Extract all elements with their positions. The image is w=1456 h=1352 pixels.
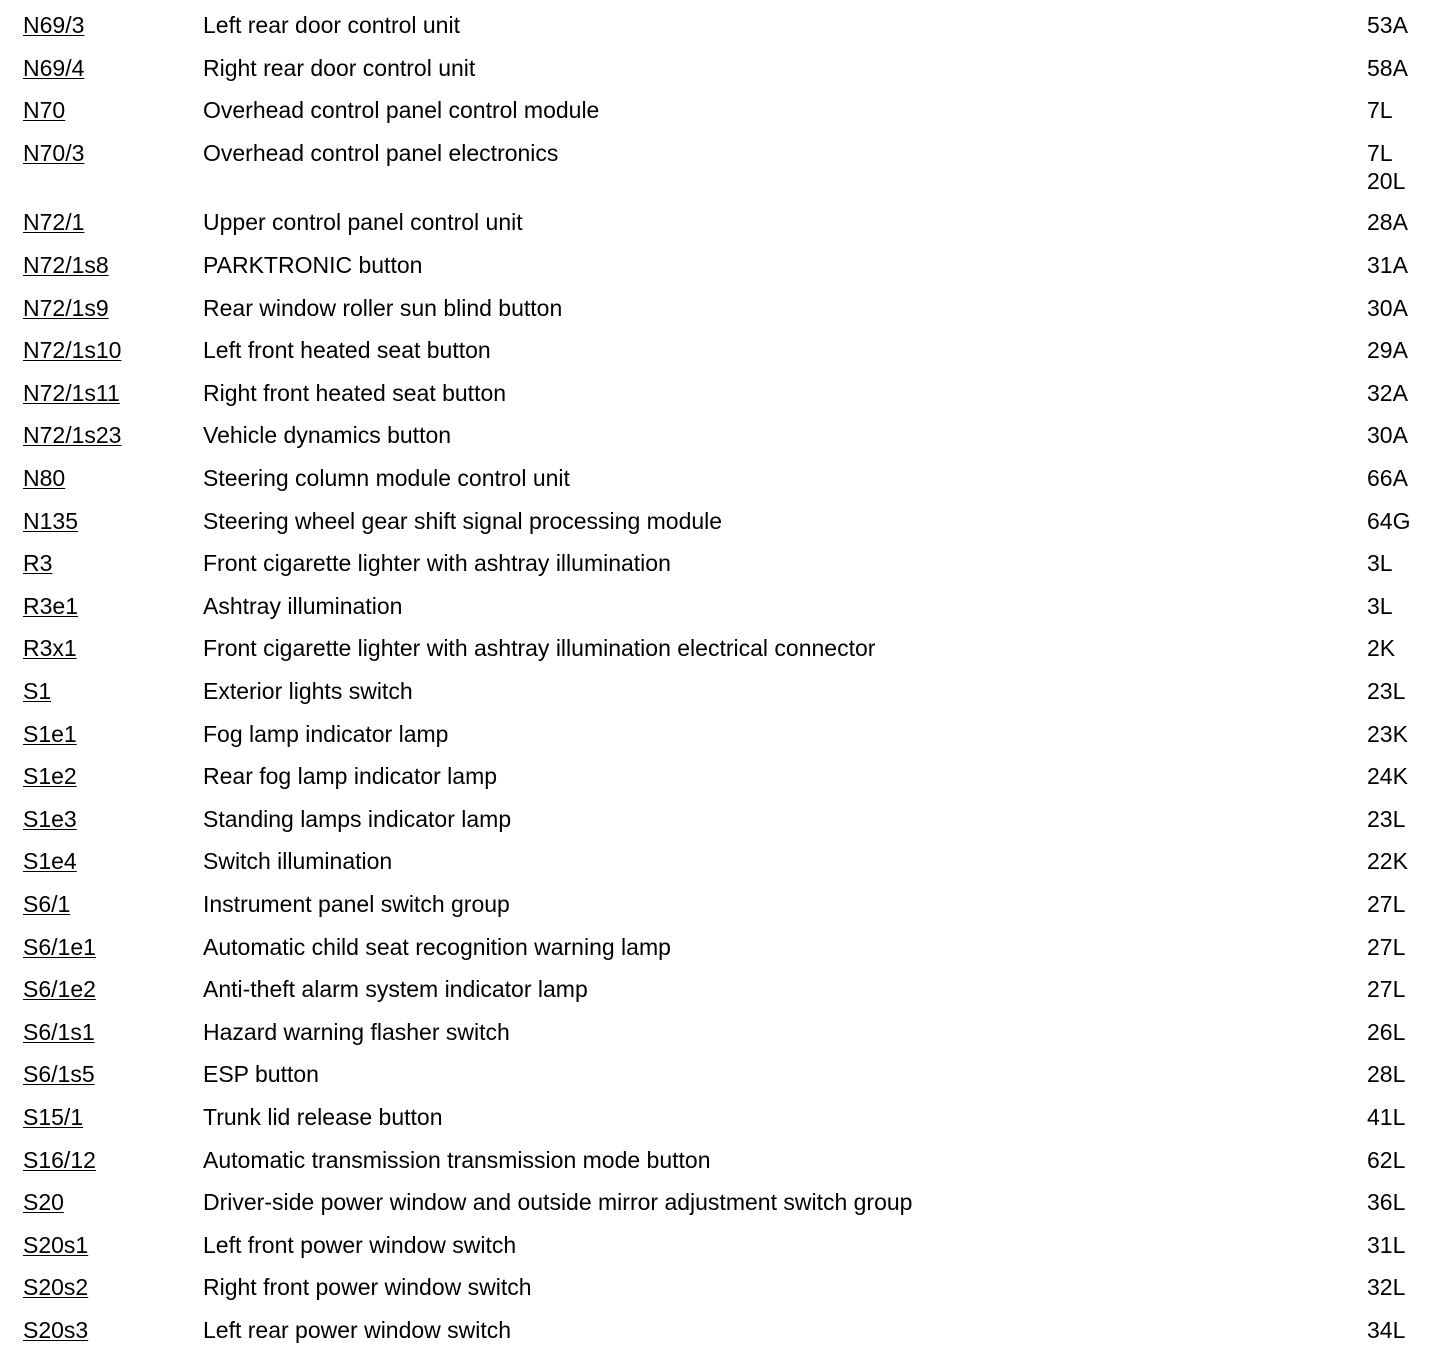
grid-reference <box>1367 1316 1405 1344</box>
grid-reference-value: 62L <box>1367 1146 1406 1173</box>
component-code-link[interactable]: N80 <box>23 465 66 491</box>
grid-reference <box>1367 847 1408 875</box>
grid-reference <box>1367 549 1393 577</box>
component-code-link[interactable]: S16/12 <box>23 1146 96 1173</box>
grid-reference <box>1367 890 1405 918</box>
grid-reference <box>1367 139 1405 195</box>
grid-reference-value: 3L <box>1367 592 1393 619</box>
grid-reference-value: 30A <box>1367 422 1408 449</box>
grid-reference-value: 32A <box>1367 379 1408 406</box>
grid-reference-value: 66A <box>1367 465 1408 491</box>
grid-reference <box>1367 720 1408 748</box>
component-code-link[interactable]: S15/1 <box>23 1104 84 1130</box>
grid-reference-value: 2K <box>1367 635 1396 662</box>
component-code-link[interactable]: S1e3 <box>23 805 77 832</box>
component-code-link[interactable]: S20 <box>23 1189 64 1216</box>
component-code-link[interactable]: N72/1s8 <box>23 252 109 278</box>
component-code-link[interactable]: N72/1s23 <box>23 422 122 449</box>
component-description: Upper control panel control unit <box>203 209 523 236</box>
component-description: Vehicle dynamics button <box>203 422 452 449</box>
component-code-link[interactable]: N135 <box>23 507 78 534</box>
component-code-link[interactable]: N72/1 <box>23 209 85 236</box>
component-description: Left front heated seat button <box>203 337 491 364</box>
component-code-link[interactable]: N70 <box>23 97 66 124</box>
grid-reference <box>1367 1231 1405 1259</box>
component-code-link[interactable]: N70/3 <box>23 139 85 166</box>
grid-reference <box>1367 379 1408 407</box>
component-description: Switch illumination <box>203 848 393 875</box>
component-description: Steering column module control unit <box>203 465 570 491</box>
grid-reference-value: 31A <box>1367 252 1408 278</box>
grid-reference-value: 29A <box>1367 337 1408 364</box>
grid-reference-value: 20L <box>1367 167 1406 194</box>
grid-reference-value: 32L <box>1367 1274 1406 1301</box>
grid-reference <box>1367 1146 1405 1174</box>
component-code-link[interactable]: S1e2 <box>23 763 77 790</box>
grid-reference <box>1367 975 1405 1003</box>
grid-reference-value: 28L <box>1367 1061 1406 1088</box>
grid-reference-value: 27L <box>1367 976 1406 1003</box>
component-description: Right front heated seat button <box>203 379 507 406</box>
grid-reference-value: 24K <box>1367 763 1408 790</box>
component-description: Overhead control panel electronics <box>203 139 559 166</box>
component-description: Trunk lid release button <box>203 1104 443 1130</box>
component-code-link[interactable]: N72/1s9 <box>23 294 109 321</box>
component-description: Front cigarette lighter with ashtray illumination electrical connector <box>203 635 876 662</box>
grid-reference-value: 7L <box>1367 139 1393 166</box>
grid-reference-value: 23L <box>1367 805 1406 832</box>
component-code-link[interactable]: R3x1 <box>23 635 77 662</box>
grid-reference <box>1367 1060 1405 1088</box>
grid-reference <box>1367 11 1408 39</box>
grid-reference <box>1367 507 1410 535</box>
component-description: Standing lamps indicator lamp <box>203 805 512 832</box>
grid-reference <box>1367 677 1405 705</box>
grid-reference <box>1367 96 1393 124</box>
grid-reference-value: 53A <box>1367 12 1408 38</box>
grid-reference-value: 22K <box>1367 848 1408 875</box>
component-description: Hazard warning flasher switch <box>203 1018 510 1045</box>
grid-reference <box>1367 421 1408 449</box>
component-code-link[interactable]: N72/1s10 <box>23 337 122 364</box>
grid-reference <box>1367 762 1408 790</box>
component-description: Overhead control panel control module <box>203 97 600 124</box>
component-description: Right rear door control unit <box>203 54 476 81</box>
grid-reference-value: 30A <box>1367 294 1408 321</box>
grid-reference-value: 27L <box>1367 891 1406 917</box>
component-description: Rear fog lamp indicator lamp <box>203 763 498 790</box>
component-description: Instrument panel switch group <box>203 891 510 917</box>
grid-reference <box>1367 294 1408 322</box>
grid-reference <box>1367 54 1408 82</box>
grid-reference-value: 58A <box>1367 54 1408 81</box>
grid-reference-value: 26L <box>1367 1018 1406 1045</box>
grid-reference <box>1367 1103 1405 1131</box>
component-code-link[interactable]: N69/3 <box>23 12 85 38</box>
component-code-link[interactable]: N72/1s11 <box>23 379 120 406</box>
component-code-link[interactable]: S1e1 <box>23 720 77 747</box>
component-code-link[interactable]: S20s1 <box>23 1231 89 1258</box>
component-code-link[interactable]: R3 <box>23 550 53 577</box>
component-description: Fog lamp indicator lamp <box>203 720 449 747</box>
component-code-link[interactable]: S6/1s1 <box>23 1018 95 1045</box>
grid-reference-value: 36L <box>1367 1189 1406 1216</box>
component-code-link[interactable]: S6/1e2 <box>23 976 96 1003</box>
grid-reference <box>1367 933 1405 961</box>
component-description: Left front power window switch <box>203 1231 517 1258</box>
grid-reference <box>1367 1273 1405 1301</box>
grid-reference <box>1367 592 1393 620</box>
component-description: Right front power window switch <box>203 1274 532 1301</box>
grid-reference <box>1367 805 1405 833</box>
component-description: ESP button <box>203 1061 319 1088</box>
component-description: Left rear door control unit <box>203 12 460 38</box>
component-code-link[interactable]: S6/1e1 <box>23 933 96 960</box>
component-description: Automatic transmission transmission mode button <box>203 1146 711 1173</box>
component-description: Exterior lights switch <box>203 678 413 704</box>
grid-reference <box>1367 1018 1405 1046</box>
grid-reference-value: 28A <box>1367 209 1408 236</box>
component-description: Rear window roller sun blind button <box>203 294 563 321</box>
grid-reference-value: 41L <box>1367 1104 1406 1130</box>
component-description: Automatic child seat recognition warning lamp <box>203 933 671 960</box>
component-code-link[interactable]: S1e4 <box>23 848 77 875</box>
grid-reference-value: 7L <box>1367 97 1393 124</box>
component-code-link[interactable]: R3e1 <box>23 592 78 619</box>
grid-reference-value: 23L <box>1367 678 1406 704</box>
grid-reference <box>1367 208 1408 236</box>
component-code-link[interactable]: S6/1s5 <box>23 1061 95 1088</box>
component-description: Ashtray illumination <box>203 592 403 619</box>
grid-reference <box>1367 1188 1405 1216</box>
component-code-link[interactable]: S6/1 <box>23 891 71 917</box>
component-description: Driver-side power window and outside mirror adjustment switch group <box>203 1189 913 1216</box>
component-code-link[interactable]: S20s3 <box>23 1317 89 1343</box>
component-description: Left rear power window switch <box>203 1317 512 1343</box>
grid-reference-value: 34L <box>1367 1317 1406 1343</box>
component-description: PARKTRONIC button <box>203 252 423 278</box>
component-description: Front cigarette lighter with ashtray illumination <box>203 550 671 577</box>
component-code-link[interactable]: N69/4 <box>23 54 85 81</box>
grid-reference <box>1367 251 1408 279</box>
grid-reference-value: 31L <box>1367 1231 1406 1258</box>
grid-reference <box>1367 464 1408 492</box>
grid-reference-value: 23K <box>1367 720 1408 747</box>
grid-reference-value: 27L <box>1367 933 1406 960</box>
component-code-link[interactable]: S1 <box>23 678 52 704</box>
component-description: Anti-theft alarm system indicator lamp <box>203 976 588 1003</box>
grid-reference-value: 64G <box>1367 507 1411 534</box>
grid-reference <box>1367 336 1408 364</box>
component-description: Steering wheel gear shift signal processing module <box>203 507 723 534</box>
grid-reference-value: 3L <box>1367 550 1393 577</box>
grid-reference <box>1367 634 1395 662</box>
component-code-link[interactable]: S20s2 <box>23 1274 89 1301</box>
